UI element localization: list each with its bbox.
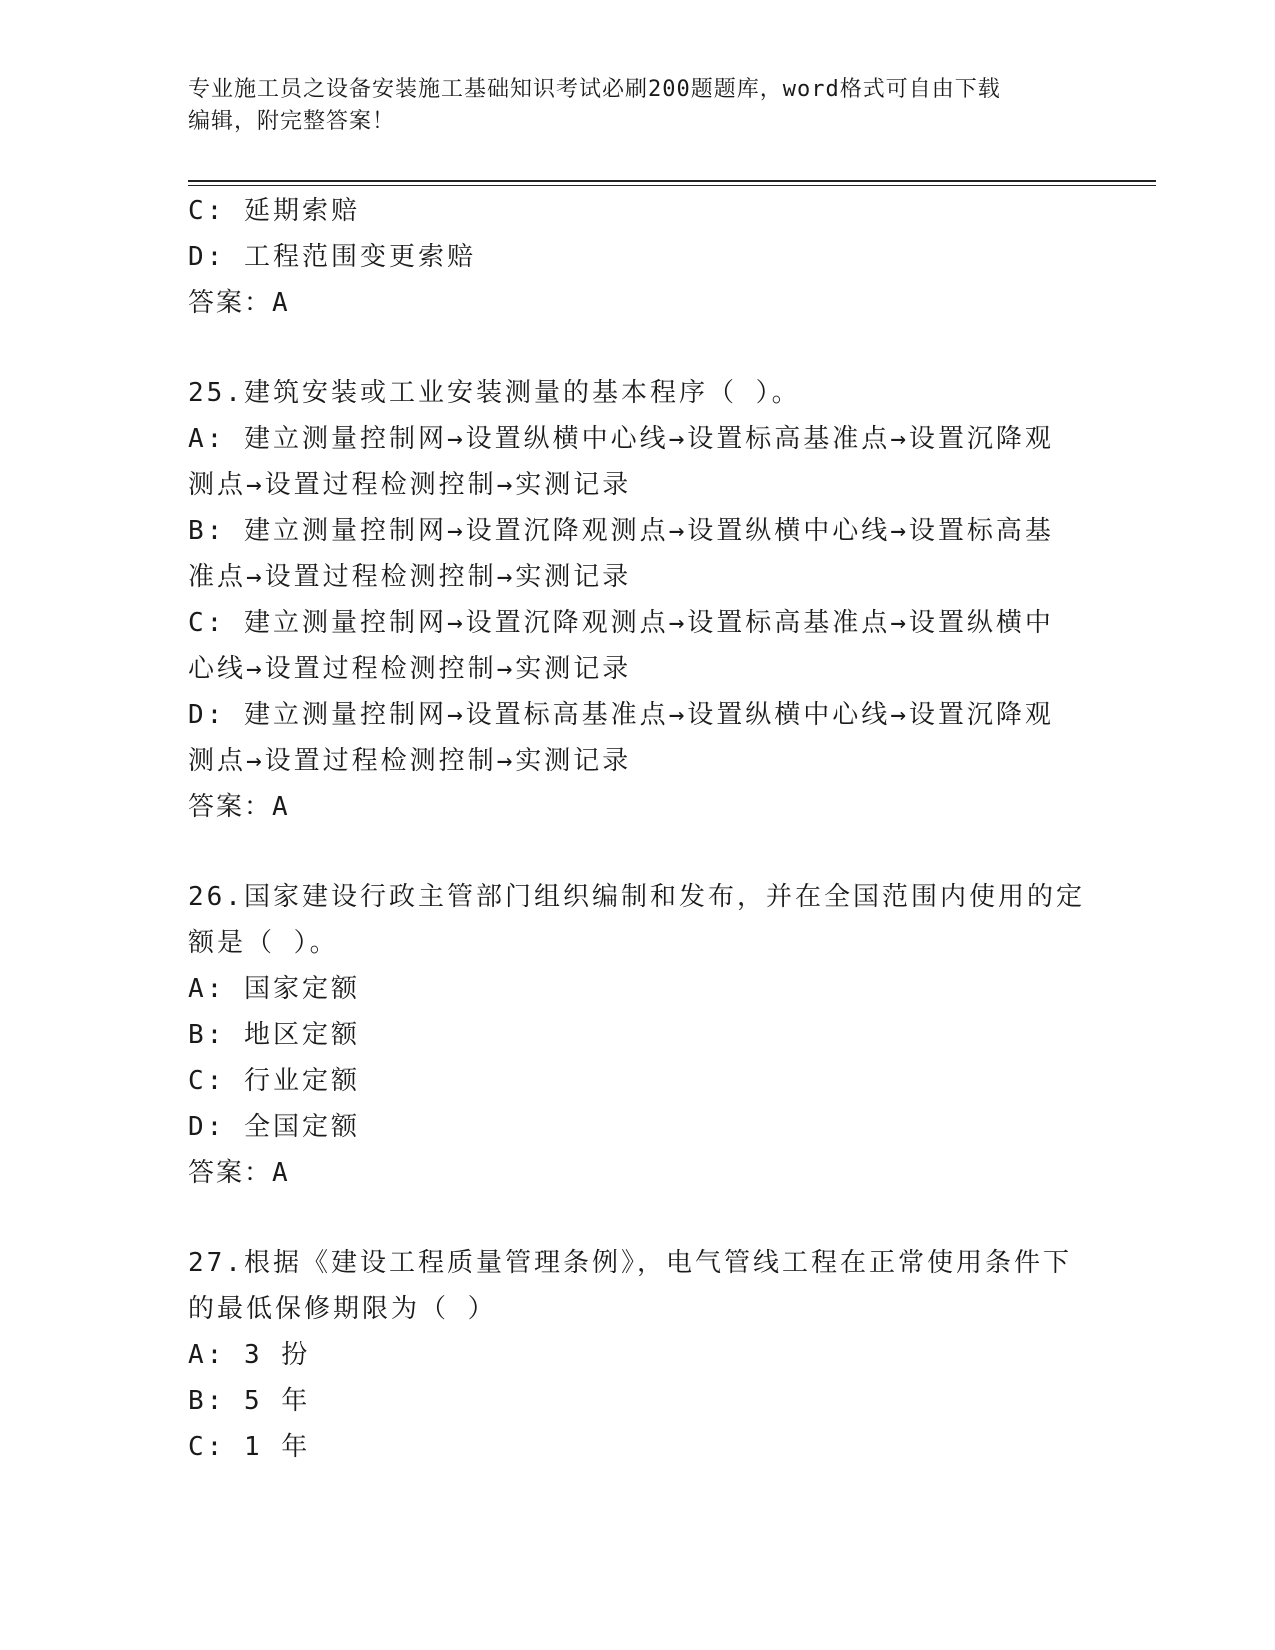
option-d: D: 全国定额 (188, 1112, 360, 1142)
option-a-line2: 测点→设置过程检测控制→实测记录 (188, 470, 632, 500)
answer: 答案：A (188, 288, 290, 318)
option-b-line1: B: 建立测量控制网→设置沉降观测点→设置纵横中心线→设置标高基 (188, 516, 1054, 546)
header-divider-thick (188, 180, 1156, 182)
header-title-line1: 专业施工员之设备安装施工基础知识考试必刷200题题库，word格式可自由下载 (188, 77, 1001, 102)
option-c: C: 延期索赔 (188, 196, 360, 226)
option-c: C: 行业定额 (188, 1066, 360, 1096)
answer: 答案：A (188, 792, 290, 822)
spacer (188, 326, 1088, 370)
document-body (188, 188, 1088, 1470)
option-d-line2: 测点→设置过程检测控制→实测记录 (188, 746, 632, 776)
question-text-line2: 额是（ ）。 (188, 928, 339, 958)
question-text-line2: 的最低保修期限为（ ） (188, 1294, 497, 1324)
question-text-line1: 27.根据《建设工程质量管理条例》，电气管线工程在正常使用条件下 (188, 1248, 1072, 1278)
question-26 (188, 874, 1088, 1196)
question-25 (188, 370, 1088, 830)
answer: 答案：A (188, 1158, 290, 1188)
option-a: A: 国家定额 (188, 974, 360, 1004)
question-text: 25.建筑安装或工业安装测量的基本程序（ ）。 (188, 378, 801, 408)
spacer (188, 830, 1088, 874)
header-title-line2: 编辑，附完整答案！ (188, 109, 396, 134)
option-a: A: 3 扮 (188, 1340, 311, 1370)
option-c-line1: C: 建立测量控制网→设置沉降观测点→设置标高基准点→设置纵横中 (188, 608, 1054, 638)
option-c-line2: 心线→设置过程检测控制→实测记录 (188, 654, 632, 684)
option-a-line1: A: 建立测量控制网→设置纵横中心线→设置标高基准点→设置沉降观 (188, 424, 1054, 454)
question-24-tail (188, 188, 1088, 326)
question-text-line1: 26.国家建设行政主管部门组织编制和发布，并在全国范围内使用的定 (188, 882, 1085, 912)
spacer (188, 1196, 1088, 1240)
header-divider-thin (188, 185, 1156, 186)
document-header (188, 74, 1088, 138)
question-27 (188, 1240, 1088, 1470)
option-b: B: 5 年 (188, 1386, 311, 1416)
option-b-line2: 准点→设置过程检测控制→实测记录 (188, 562, 632, 592)
option-b: B: 地区定额 (188, 1020, 360, 1050)
option-c: C: 1 年 (188, 1432, 311, 1462)
option-d-line1: D: 建立测量控制网→设置标高基准点→设置纵横中心线→设置沉降观 (188, 700, 1054, 730)
option-d: D: 工程范围变更索赔 (188, 242, 476, 272)
